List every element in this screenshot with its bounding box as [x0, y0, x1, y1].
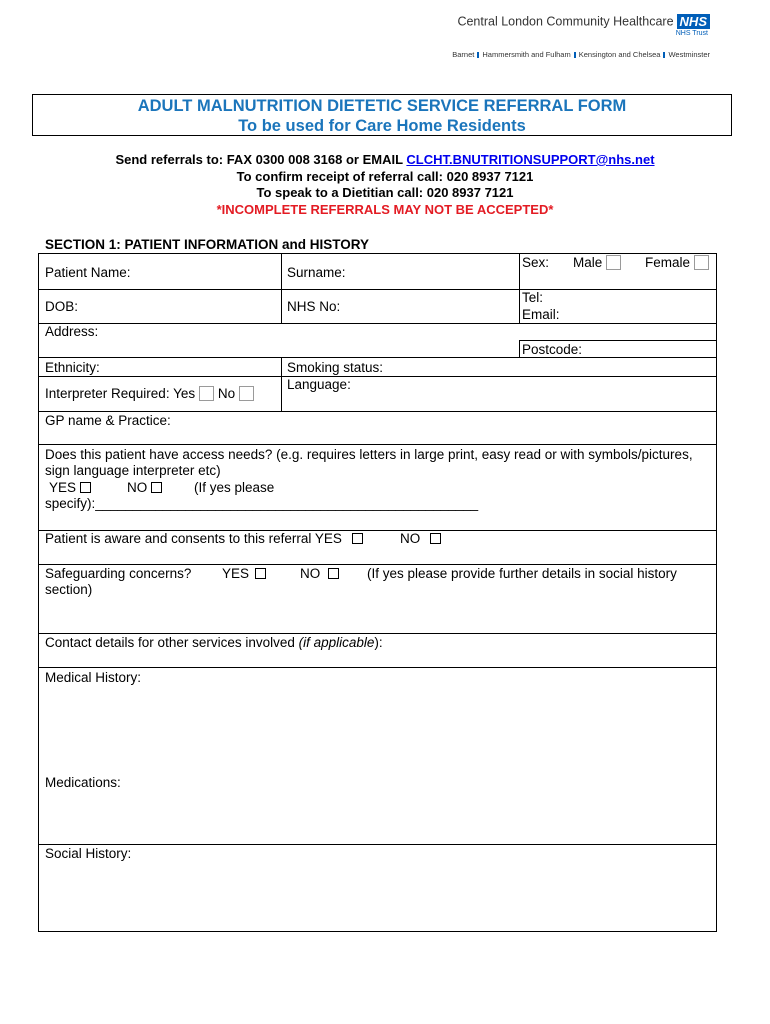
- form-subtitle: To be used for Care Home Residents: [238, 117, 526, 135]
- row-divider: [39, 411, 716, 412]
- col-divider: [281, 357, 282, 411]
- row-divider: [39, 289, 716, 290]
- language-label: Language:: [287, 377, 351, 392]
- row-divider: [39, 323, 716, 324]
- other-services-label: Contact details for other services involved (if applicable):: [45, 635, 383, 650]
- safeguarding-label: Safeguarding concerns?: [45, 566, 192, 581]
- nhs-no-label: NHS No:: [287, 299, 341, 314]
- sex-female-option: Female: [645, 255, 709, 271]
- col-divider: [519, 340, 520, 357]
- female-checkbox[interactable]: [694, 255, 709, 270]
- borough-divider: [663, 52, 665, 58]
- interpreter-yes-checkbox[interactable]: [199, 386, 214, 401]
- consent-yes-option: Patient is aware and consents to this referral YES: [45, 531, 363, 547]
- consent-yes-checkbox[interactable]: [352, 533, 363, 544]
- smoking-status-label: Smoking status:: [287, 360, 384, 375]
- medications-label: Medications:: [45, 775, 121, 790]
- form-title-box: [32, 94, 732, 136]
- email-label: Email:: [522, 307, 560, 322]
- clch-logo: [450, 14, 710, 59]
- organisation-name: Central London Community Healthcare: [457, 14, 674, 29]
- access-specify-field[interactable]: specify):___________________________________________________: [45, 496, 479, 511]
- safeguarding-no-checkbox[interactable]: [328, 568, 339, 579]
- access-yes-option: YES: [49, 480, 91, 496]
- access-yes-checkbox[interactable]: [80, 482, 91, 493]
- borough-kensington: Kensington and Chelsea: [578, 50, 661, 60]
- sex-label: Sex:: [522, 255, 550, 270]
- nhs-trust-label: NHS Trust: [675, 30, 708, 38]
- patient-info-table: [38, 253, 717, 932]
- safeguarding-note: (If yes please provide further details in social history: [367, 566, 677, 581]
- referral-email-link[interactable]: CLCHT.BNUTRITIONSUPPORT@nhs.net: [406, 152, 655, 167]
- medical-history-label: Medical History:: [45, 670, 142, 685]
- row-divider: [39, 564, 716, 565]
- row-divider: [39, 376, 716, 377]
- borough-barnet: Barnet: [452, 50, 475, 60]
- section-1-heading: SECTION 1: PATIENT INFORMATION and HISTORY: [45, 237, 370, 252]
- interpreter-no-checkbox[interactable]: [239, 386, 254, 401]
- col-divider: [281, 254, 282, 323]
- consent-no-checkbox[interactable]: [430, 533, 441, 544]
- incomplete-warning: *INCOMPLETE REFERRALS MAY NOT BE ACCEPTED*: [216, 201, 554, 217]
- borough-hammersmith: Hammersmith and Fulham: [482, 50, 571, 60]
- col-divider: [519, 254, 520, 323]
- access-ifyes-text: (If yes please: [194, 480, 275, 495]
- nhs-logo: NHS: [677, 14, 710, 29]
- form-title: ADULT MALNUTRITION DIETETIC SERVICE REFERRAL FORM: [137, 97, 627, 115]
- male-checkbox[interactable]: [606, 255, 621, 270]
- postcode-label: Postcode:: [522, 342, 583, 357]
- row-divider: [39, 844, 716, 845]
- consent-no-option: NO: [400, 531, 441, 547]
- safeguarding-yes-checkbox[interactable]: [255, 568, 266, 579]
- address-label: Address:: [45, 324, 99, 339]
- patient-name-label: Patient Name:: [45, 265, 131, 280]
- borough-divider: [574, 52, 576, 58]
- row-divider: [39, 633, 716, 634]
- dob-label: DOB:: [45, 299, 79, 314]
- gp-practice-label: GP name & Practice:: [45, 413, 171, 428]
- confirm-line: To confirm receipt of referral call: 020 8937 7121: [236, 168, 534, 184]
- sex-male-option: Male: [573, 255, 621, 271]
- safeguarding-no-option: NO: [300, 566, 339, 582]
- surname-label: Surname:: [287, 265, 346, 280]
- access-needs-question: Does this patient have access needs? (e.g. requires letters in large print, easy read or with symbols/pictures, sign language interpreter etc): [45, 447, 693, 478]
- borough-divider: [477, 52, 479, 58]
- referral-instructions: [0, 152, 770, 218]
- borough-list: [450, 50, 710, 59]
- dietitian-line: To speak to a Dietitian call: 020 8937 7121: [256, 185, 514, 200]
- row-divider: [39, 667, 716, 668]
- safeguarding-yes-option: YES: [222, 566, 266, 582]
- safeguarding-note-cont: section): [45, 582, 93, 597]
- row-divider: [39, 444, 716, 445]
- row-divider: [519, 340, 716, 341]
- interpreter-label: Interpreter Required: Yes No: [45, 386, 254, 402]
- fax-email-line: Send referrals to: FAX 0300 008 3168 or EMAIL CLCHT.BNUTRITIONSUPPORT@nhs.net: [115, 152, 655, 167]
- access-no-option: NO: [127, 480, 162, 496]
- ethnicity-label: Ethnicity:: [45, 360, 100, 375]
- social-history-label: Social History:: [45, 846, 132, 861]
- row-divider: [39, 357, 716, 358]
- tel-label: Tel:: [522, 290, 544, 305]
- borough-westminster: Westminster: [668, 50, 710, 60]
- access-no-checkbox[interactable]: [151, 482, 162, 493]
